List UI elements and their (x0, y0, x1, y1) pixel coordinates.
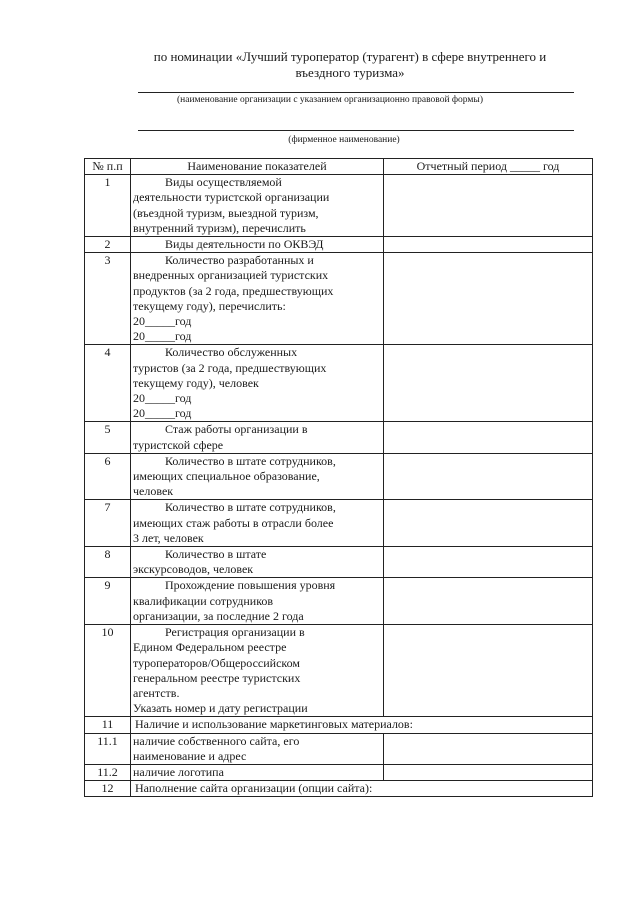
indicator-text-line: Количество в штате сотрудников, (165, 500, 336, 515)
indicator-cell (131, 500, 384, 547)
indicator-text-line: Стаж работы организации в (165, 422, 308, 437)
period-value-cell[interactable] (384, 764, 593, 780)
period-value-cell[interactable] (384, 453, 593, 500)
period-value-cell[interactable] (384, 500, 593, 547)
row-number: 2 (85, 237, 131, 253)
org-name-caption: (наименование организации с указанием организационно правовой формы) (177, 95, 483, 105)
table-row (85, 764, 593, 780)
table-row (85, 453, 593, 500)
indicator-cell (131, 733, 384, 764)
indicator-text-line: Количество обслуженных (165, 345, 298, 360)
indicator-text-line: агентств. (133, 685, 180, 700)
period-value-cell[interactable] (384, 345, 593, 422)
indicator-text-line: внутренний туризм), перечислить (133, 220, 306, 235)
indicator-text-line: деятельности туристской организации (133, 190, 330, 205)
table-row (85, 253, 593, 345)
row-number: 9 (85, 578, 131, 625)
period-value-cell[interactable] (384, 547, 593, 578)
indicator-text-line: текущему году), перечислить: (133, 298, 286, 313)
indicators-table (84, 158, 593, 797)
indicator-text-line: туристов (за 2 года, предшествующих (133, 360, 327, 375)
indicator-cell (131, 578, 384, 625)
indicator-text-line: Прохождение повышения уровня (165, 578, 336, 593)
col-header-period: Отчетный период _____ год (384, 159, 593, 175)
indicator-cell (131, 175, 384, 237)
indicator-text-line: 3 лет, человек (133, 530, 204, 545)
col-header-name: Наименование показателей (131, 159, 384, 175)
row-number: 10 (85, 625, 131, 717)
indicator-text-line: организации, за последние 2 года (133, 608, 304, 623)
row-number: 5 (85, 422, 131, 453)
table-row (85, 578, 593, 625)
period-value-cell[interactable] (384, 733, 593, 764)
indicator-cell (131, 253, 384, 345)
title-line-2: въездного туризма» (295, 65, 405, 80)
table-row (85, 345, 593, 422)
indicator-text-line: (въездной туризм, выездной туризм, (133, 205, 319, 220)
table-body (85, 175, 593, 797)
table-row (85, 237, 593, 253)
indicator-text-line: Количество в штате сотрудников, (165, 453, 336, 468)
table-row (85, 625, 593, 717)
indicator-text-line: внедренных организацией туристских (133, 268, 329, 283)
indicator-text-line: Указать номер и дату регистрации (133, 701, 308, 716)
table-header-row (85, 159, 593, 175)
indicator-text-line: наличие логотипа (133, 764, 224, 779)
row-number: 11.1 (85, 733, 131, 764)
title-line-1: по номинации «Лучший туроператор (турагент) в сфере внутреннего и (153, 49, 547, 64)
period-value-cell[interactable] (384, 175, 593, 237)
indicator-text-line: 20_____год (133, 391, 192, 406)
indicator-text-line: текущему году), человек (133, 375, 259, 390)
indicator-text-line: туроператоров/Общероссийском (133, 655, 300, 670)
indicator-cell (131, 625, 384, 717)
indicator-text-line: Едином Федеральном реестре (133, 640, 287, 655)
indicator-text-line: Наличие и использование маркетинговых материалов: (135, 717, 413, 732)
row-number: 11 (85, 717, 131, 733)
indicator-text-line: экскурсоводов, человек (133, 562, 254, 577)
row-number: 8 (85, 547, 131, 578)
indicator-text-line: Количество разработанных и (165, 253, 314, 268)
row-number: 7 (85, 500, 131, 547)
indicator-cell (131, 547, 384, 578)
indicator-cell (131, 237, 384, 253)
table-row (85, 500, 593, 547)
row-number: 12 (85, 781, 131, 797)
table-row (85, 547, 593, 578)
row-number: 4 (85, 345, 131, 422)
table-row (85, 717, 593, 733)
row-number: 3 (85, 253, 131, 345)
brand-name-caption: (фирменное наименование) (288, 135, 400, 145)
indicator-cell (131, 764, 384, 780)
period-value-cell[interactable] (384, 253, 593, 345)
indicator-cell (131, 717, 593, 733)
brand-name-line (138, 130, 574, 131)
row-number: 1 (85, 175, 131, 237)
indicator-text-line: человек (133, 484, 174, 499)
period-value-cell[interactable] (384, 237, 593, 253)
indicator-text-line: Наполнение сайта организации (опции сайта): (135, 781, 373, 796)
table-row (85, 175, 593, 237)
table-row (85, 422, 593, 453)
indicator-cell (131, 781, 593, 797)
indicator-text-line: наличие собственного сайта, его (133, 733, 300, 748)
table-row (85, 733, 593, 764)
indicator-text-line: Виды деятельности по ОКВЭД (165, 237, 324, 252)
indicator-text-line: квалификации сотрудников (133, 593, 274, 608)
indicator-text-line: 20_____год (133, 406, 192, 421)
row-number: 11.2 (85, 764, 131, 780)
indicator-cell (131, 422, 384, 453)
indicator-text-line: генеральном реестре туристских (133, 670, 301, 685)
indicator-text-line: 20_____год (133, 329, 192, 344)
indicator-cell (131, 453, 384, 500)
table-row (85, 781, 593, 797)
indicator-text-line: наименование и адрес (133, 748, 247, 763)
period-value-cell[interactable] (384, 625, 593, 717)
col-header-num: № п.п (85, 159, 131, 175)
period-value-cell[interactable] (384, 422, 593, 453)
indicator-text-line: Регистрация организации в (165, 625, 305, 640)
indicator-text-line: имеющих специальное образование, (133, 469, 320, 484)
indicator-text-line: Виды осуществляемой (165, 175, 282, 190)
indicator-text-line: имеющих стаж работы в отрасли более (133, 515, 334, 530)
indicator-text-line: туристской сфере (133, 437, 224, 452)
period-value-cell[interactable] (384, 578, 593, 625)
indicator-text-line: 20_____год (133, 314, 192, 329)
indicator-text-line: продуктов (за 2 года, предшествующих (133, 283, 334, 298)
org-name-line (138, 92, 574, 93)
indicator-text-line: Количество в штате (165, 547, 267, 562)
row-number: 6 (85, 453, 131, 500)
indicator-cell (131, 345, 384, 422)
